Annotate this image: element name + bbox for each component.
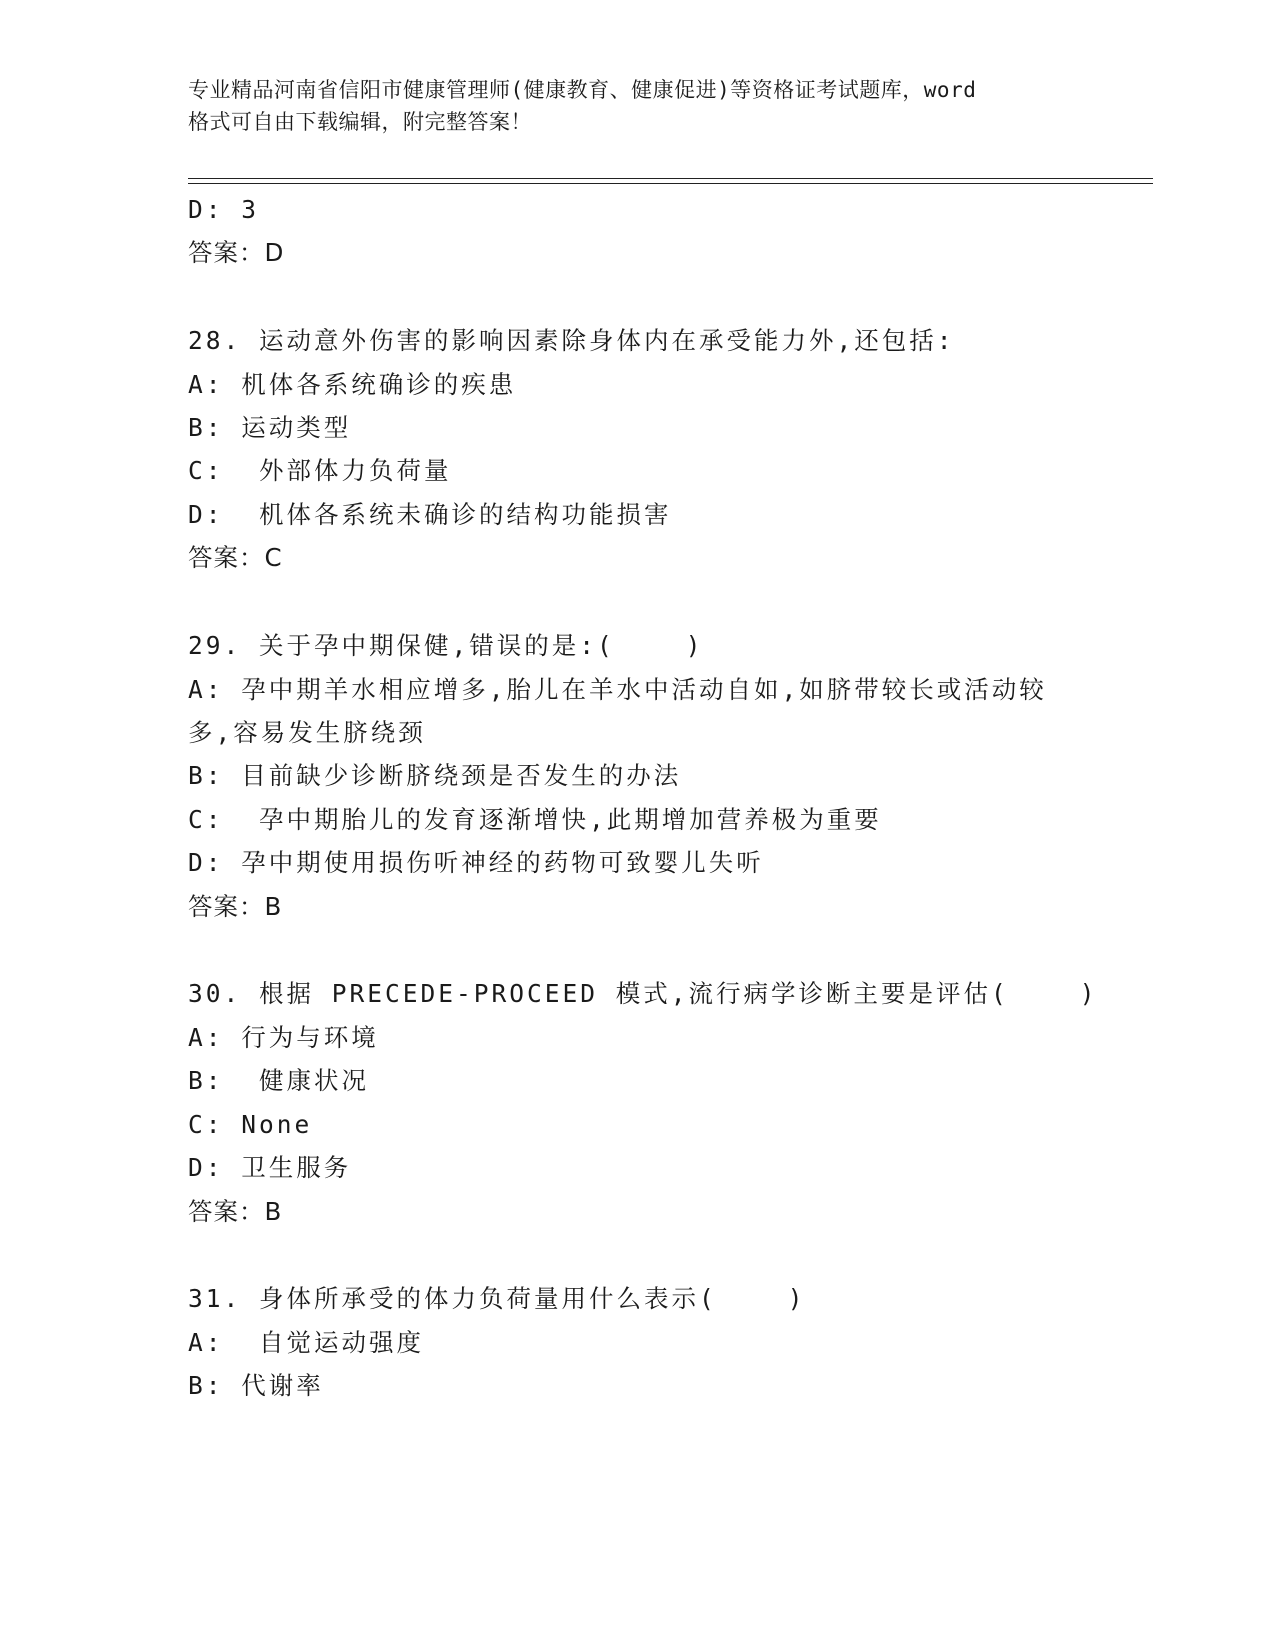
q30-option-a: A: 行为与环境 [188,1023,379,1052]
q31-stem: 31. 身体所承受的体力负荷量用什么表示( ) [188,1284,806,1313]
q29-stem: 29. 关于孕中期保健,错误的是:( ) [188,631,704,660]
q31-option-b: B: 代谢率 [188,1371,324,1400]
header-line-2: 格式可自由下载编辑，附完整答案！ [188,110,532,134]
q28-stem: 28. 运动意外伤害的影响因素除身体内在承受能力外,还包括: [188,326,955,355]
header-divider-top [188,178,1153,179]
q29-option-d: D: 孕中期使用损伤听神经的药物可致婴儿失听 [188,848,764,877]
q28-option-a: A: 机体各系统确诊的疾患 [188,370,517,399]
q27-answer: 答案：D [188,238,285,267]
q27-option-d: D: 3 [188,195,260,224]
q28-option-d: D: 机体各系统未确诊的结构功能损害 [188,500,672,529]
q29-option-c: C: 孕中期胎儿的发育逐渐增快,此期增加营养极为重要 [188,805,882,834]
q30-option-b: B: 健康状况 [188,1066,370,1095]
q29-option-b: B: 目前缺少诊断脐绕颈是否发生的办法 [188,761,682,790]
q31-option-a: A: 自觉运动强度 [188,1328,425,1357]
header-line-1: 专业精品河南省信阳市健康管理师(健康教育、健康促进)等资格证考试题库，word [188,78,977,102]
q29-option-a-line-2: 多,容易发生脐绕颈 [188,718,426,747]
q28-option-c: C: 外部体力负荷量 [188,456,452,485]
q30-option-d: D: 卫生服务 [188,1153,352,1182]
q29-answer: 答案：B [188,892,283,921]
q30-answer: 答案：B [188,1197,283,1226]
q28-option-b: B: 运动类型 [188,413,352,442]
q30-option-c: C: None [188,1110,313,1139]
q30-stem: 30. 根据 PRECEDE-PROCEED 模式,流行病学诊断主要是评估( ) [188,979,1098,1008]
q28-answer: 答案：C [188,543,283,572]
q29-option-a-line-1: A: 孕中期羊水相应增多,胎儿在羊水中活动自如,如脐带较长或活动较 [188,675,1047,704]
header-divider-bottom [188,183,1153,184]
document-header [188,74,1088,138]
